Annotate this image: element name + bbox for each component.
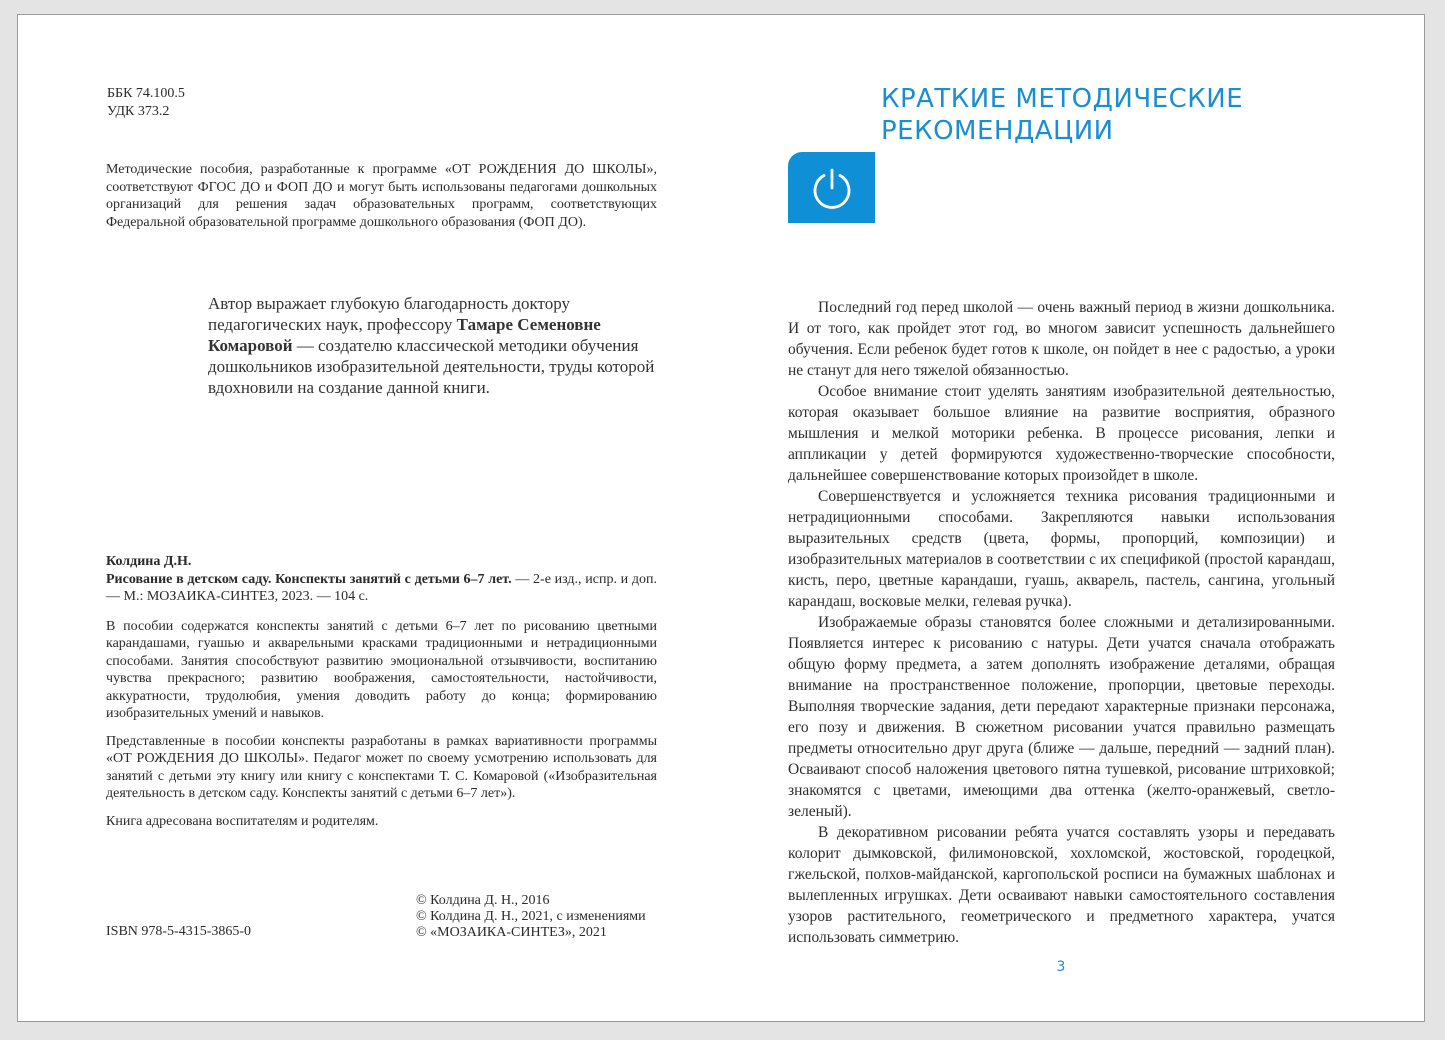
note-paragraph: Представленные в пособии конспекты разработаны в рамках вариативности программы «ОТ РОЖДЕНИЯ ДО ШКОЛЫ». Педагог может по своему усмотрению использовать для занятий с детьми эту книгу или книгу с конспектами Т. С. Комаровой («Изобразительная деятельность в детском саду. Конспекты занятий с детьми 6–7 лет»). xyxy=(106,733,657,801)
copyrights xyxy=(416,893,646,941)
audience-note: Книга адресована воспитателям и родителям. xyxy=(106,813,379,829)
classification-codes xyxy=(107,85,185,121)
book-spread xyxy=(17,14,1425,1022)
heading-line: КРАТКИЕ МЕТОДИЧЕСКИЕ xyxy=(881,84,1244,114)
book-title: Рисование в детском саду. Конспекты занятий с детьми 6–7 лет. xyxy=(106,571,512,587)
power-icon xyxy=(809,165,855,211)
isbn: ISBN 978-5-4315-3865-0 xyxy=(106,924,252,939)
copyright-line: © «МОЗАИКА-СИНТЕЗ», 2021 xyxy=(416,925,607,940)
paragraph: Особое внимание стоит уделять занятиям изобразительной деятельностью, которая оказывает большое влияние на развитие восприятия, образного мышления и мелкой моторики ребенка. В процессе рисования, лепки и аппликации у детей формируются художественно-творческие способности, дальнейшее совершенствование которых произойдет в школе. xyxy=(788,383,1335,484)
bbk-code: ББК 74.100.5 xyxy=(107,86,185,101)
paragraph: Изображаемые образы становятся более сложными и детализированными. Появляется интерес к рисованию с натуры. Дети учатся сначала отображать общую форму предмета, а затем дополнять изображение деталями, обращая внимание на пространственное положение, пропорции, цветовые переходы. Выполняя творческие задания, дети передают характерные признаки персонажа, его позу и движения. В сюжетном рисовании учатся правильно размещать предметы относительно друг друга (ближе — дальше, передний — задний план). Осваивают способ наложения цветового пятна тушевкой, рисование штриховкой; знакомятся с цветами, имеющими два оттенка (желто-оранжевый, светло-зеленый). xyxy=(788,614,1335,820)
page-number: 3 xyxy=(1056,959,1066,975)
acknowledgement-before: Автор выражает глубокую благодарность доктору педагогических наук, профессору xyxy=(208,294,571,334)
edition-info: — 2-е изд., испр. и доп. — М.: МОЗАИКА-СИНТЕЗ, 2023. — 104 с. xyxy=(106,571,657,604)
author-name: Колдина Д.Н. xyxy=(106,554,192,569)
acknowledgement xyxy=(208,293,668,398)
paragraph: В декоративном рисовании ребята учатся составлять узоры и передавать колорит дымковской, филимоновской, хохломской, жостовской, городецкой, гжельской, полхов-майданской, каргопольской росписи на бумажных шаблонах и вылепленных игрушках. Дети осваивают навыки самостоятельного составления узоров растительного, геометрического и предметного характера, учатся использовать симметрию. xyxy=(788,824,1335,946)
paragraph: Последний год перед школой — очень важный период в жизни дошкольника. И от того, как пройдет этот год, во многом зависит успешность дальнейшего обучения. Если ребенок будет готов к школе, он пойдет в нее с радостью, а уроки не станут для него тяжелой обязанностью. xyxy=(788,299,1335,379)
paragraph: Совершенствуется и усложняется техника рисования традиционными и нетрадиционными способами. Закрепляются навыки использования выразительных средств (цвета, формы, пропорций, композиции) и изобразительных материалов в соответствии с их спецификой (простой карандаш, кисть, перо, цветные карандаши, гуашь, акварель, пастель, сангина, угольный карандаш, восковые мелки, гелевая ручка). xyxy=(788,488,1335,610)
section-badge xyxy=(788,152,875,223)
copyright-line: © Колдина Д. Н., 2016 xyxy=(416,893,550,908)
recommendations-text xyxy=(788,297,1335,948)
copyright-line: © Колдина Д. Н., 2021, с изменениями xyxy=(416,909,646,924)
chapter-heading xyxy=(881,83,1243,147)
intro-paragraph: Методические пособия, разработанные к программе «ОТ РОЖДЕНИЯ ДО ШКОЛЫ», соответствуют ФГОС ДО и ФОП ДО и могут быть использованы педагогами дошкольных организаций для решения задач образовательных программ, соответствующих Федеральной образовательной программе дошкольного образования (ФОП ДО). xyxy=(106,162,657,230)
acknowledgement-name: Тамаре Семеновне Комаровой xyxy=(208,315,601,355)
udk-code: УДК 373.2 xyxy=(107,104,170,119)
bibliographic-record xyxy=(106,553,657,830)
annotation: В пособии содержатся конспекты занятий с детьми 6–7 лет по рисованию цветными карандашами, гуашью и акварельными красками традиционными и нетрадиционными способами. Занятия способствуют развитию эмоциональной отзывчивости, воспитанию чувства прекрасного; развитию воображения, самостоятельности, настойчивости, аккуратности, трудолюбия, умения доводить работу до конца; формированию изобразительных умений и навыков. xyxy=(106,618,657,721)
acknowledgement-after: — создателю классической методики обучения дошкольников изобразительной деятельности, труды которой вдохновили на создание данной книги. xyxy=(208,336,655,397)
heading-line: РЕКОМЕНДАЦИИ xyxy=(881,116,1114,146)
